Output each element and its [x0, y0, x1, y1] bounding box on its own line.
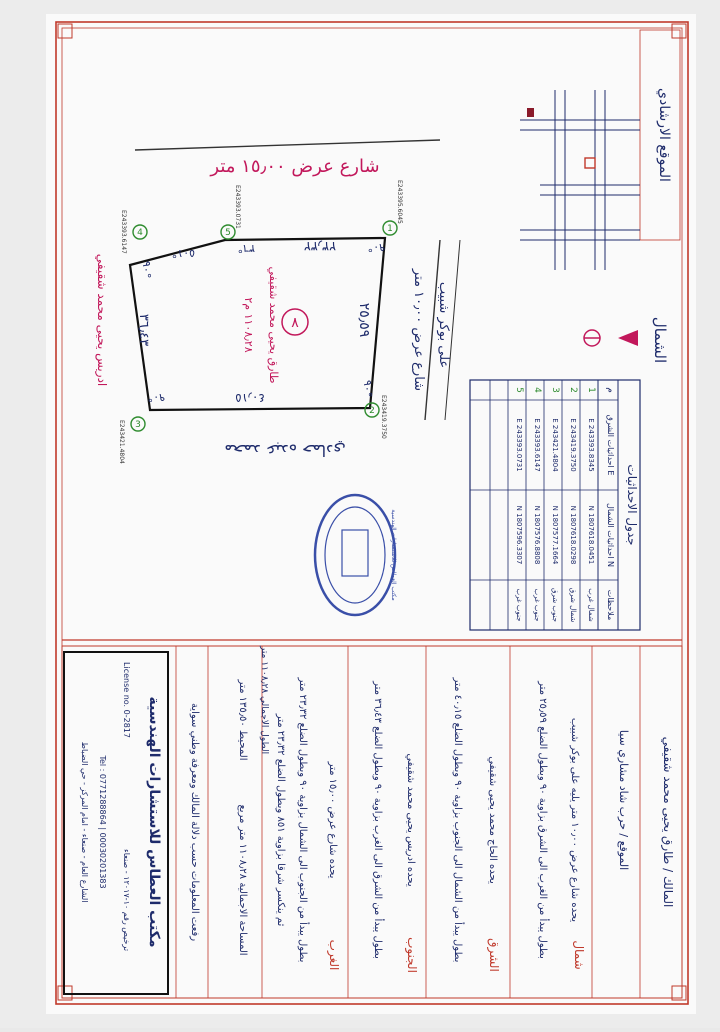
area-note: الطول الاجمالي ١١٠٨٫٢٨ متر: [259, 645, 269, 755]
angle-6: ٣٦°: [237, 242, 255, 255]
south-text: يحده ادريس يحيى محمد شقيفي: [405, 753, 416, 887]
angle-2: ٩٠°: [361, 380, 374, 398]
office-license-ar: ترخيص رقم ١٠-١٢٠١٧ - صنعاء: [122, 848, 131, 952]
vertex-5-num: 5: [225, 228, 231, 238]
office-name: مكتب العطاس للاستشارات الهندسية: [146, 696, 162, 948]
coord-row-2-num: 2: [568, 387, 578, 393]
west-title: الغرب: [327, 939, 341, 971]
angle-1: ٩٠°: [367, 241, 385, 254]
location-line: الموقع / حرب شاد مشاري سيا: [617, 729, 630, 871]
south-title: الجنوب: [405, 937, 419, 973]
coord-row-5-n: N 1807596.3307: [515, 505, 523, 565]
coord-row-1-e: E 243393.8345: [587, 418, 595, 472]
coord-row-1-note: شمال غرب: [587, 588, 595, 622]
coord-col-n: احداثيات الشمال N: [606, 503, 615, 567]
owner-in-plot: طارق يحيى محمد شقيفي: [267, 266, 280, 384]
coord-row-2-note: شمال شرق: [569, 587, 577, 623]
vertex-1-num: 1: [387, 224, 393, 234]
east-text: يحده الحاج محمد يحيى شقيفي: [487, 756, 498, 884]
coord-row-2-n: N 1807618.0298: [569, 505, 577, 565]
coord-row-1-num: 1: [586, 387, 596, 393]
coord-row-3-e: E 243421.4804: [551, 418, 559, 472]
location-title: الموقع الارشادي: [656, 88, 672, 182]
west-owner-label: ادريس يحيى محمد شقيفي: [95, 253, 109, 387]
north-title: شمال: [572, 940, 586, 970]
coord-row-1-n: N 1807618.0451: [587, 505, 595, 565]
street-east-label: شارع عرض ١٠٫٠٠ متر: [411, 268, 426, 392]
angle-5: ٥٠١°: [171, 247, 195, 260]
south-detail: بطول يبدأ من الشرق الى الغرب بزاوية ٩٠ وبطول الضلع ٣٦٫٤٣ متر: [372, 681, 383, 959]
side-south-length: ٤٠٫١٥: [235, 391, 265, 405]
landmark-marker: [527, 108, 534, 117]
west-detail: بطول يبدأ من الجنوب الى الشمال بزاوية ٩٠ وبطول الضلع ٢٣٫٣٢ متر: [297, 677, 308, 963]
coord-col-e: احداثيات الشرق E: [606, 414, 615, 476]
stamp-text: مكتب العطاس للاستشارات الهندسية: [390, 509, 397, 601]
vertex-2-coord: E243419.3750: [380, 395, 387, 439]
east-detail: بطول يبدأ من الشمال الى الجنوب بزاوية ٩٠ وبطول الضلع ٤٠٫١٥ متر: [452, 677, 463, 963]
west-text: يحده شارع عرض ١٥٫٠٠ متر: [327, 761, 338, 879]
vertex-1-coord: E243395.6045: [396, 180, 403, 224]
vertex-3-coord: E243421.4804: [118, 420, 125, 464]
south-owner-label: محمد عبده حمادي: [224, 441, 346, 460]
coord-row-4-n: N 1807576.8808: [533, 505, 541, 565]
coord-row-2-e: E 243419.3750: [569, 418, 577, 472]
coord-row-4-e: E 243393.6147: [533, 418, 541, 472]
coord-col-num: م: [605, 387, 615, 393]
coord-row-5-e: E 243393.0731: [515, 418, 523, 472]
coord-row-4-num: 4: [532, 387, 542, 393]
side-east-length: ٢٥٫٥٩: [356, 302, 372, 338]
coord-row-3-n: N 1807577.1664: [551, 505, 559, 565]
area-line: المساحة الاجمالية ١١٠٨٫٢٨ متر مربع: [237, 804, 248, 956]
coord-row-3-num: 3: [550, 387, 560, 393]
side-north-length: ٢٣٫٣٢: [303, 238, 337, 253]
office-address: الشارع العام - صنعاء - امام المركز - حي الضباط: [80, 741, 89, 903]
angle-4: ٩٠°: [140, 261, 153, 279]
header-owner: المالك / طارق يحيى محمد شقيفي: [661, 736, 675, 908]
closing-note: ثم ينكسر شرقا بزاوية ٨٥١ وبطول الضلع ٢٣٫٣٢ متر: [275, 713, 286, 927]
vertex-2-num: 2: [369, 406, 375, 416]
north-text: يحده شارع عرض ١٠٫٠٠ متر يليه على بوكر شبيب: [569, 717, 580, 923]
coord-row-3-note: جنوب شرق: [551, 587, 559, 623]
street-north-label: شارع عرض ١٥٫٠٠ متر: [210, 156, 380, 177]
angle-3: ٩٠°: [147, 391, 165, 404]
east-title: الشرق: [487, 938, 501, 972]
coord-row-4-note: جنوب غرب: [533, 588, 541, 622]
coord-table-title: جدول الاحداثيات: [625, 464, 639, 546]
east-owner-label: على بوكر شبيب: [436, 281, 451, 369]
north-label: الشمال: [651, 316, 669, 364]
office-license: License no. 0-2817: [122, 662, 131, 738]
vertex-4-coord: E243393.6147: [120, 210, 127, 254]
side-west-length: ٣٦٫٤٣: [136, 313, 151, 347]
vertex-4-num: 4: [137, 228, 143, 238]
north-detail: بطول يبدأ من الغرب الى الشرق بزاوية ٩٠ وبطول الضلع ٢٥٫٥٩ متر: [537, 681, 548, 959]
vertex-3-num: 3: [135, 420, 141, 430]
perimeter-line: المحيط ١٣٥٫٥٠ متر: [237, 679, 248, 761]
coord-col-notes: ملاحظات: [606, 589, 615, 621]
coord-row-5-num: 5: [514, 387, 524, 393]
office-phone: Tel : 0771288864 | 00030201383: [98, 755, 107, 889]
signature-note: رفعت المعلومات حسب دلالة المالك ومعرفة وطني سواية: [189, 702, 200, 942]
vertex-5-coord: E243393.0731: [234, 185, 241, 229]
area-in-plot: ١١٠٨٫٢٨ م٢: [242, 297, 255, 353]
coord-row-5-note: جنوب غرب: [515, 588, 523, 622]
plot-number: ٨: [291, 315, 299, 331]
